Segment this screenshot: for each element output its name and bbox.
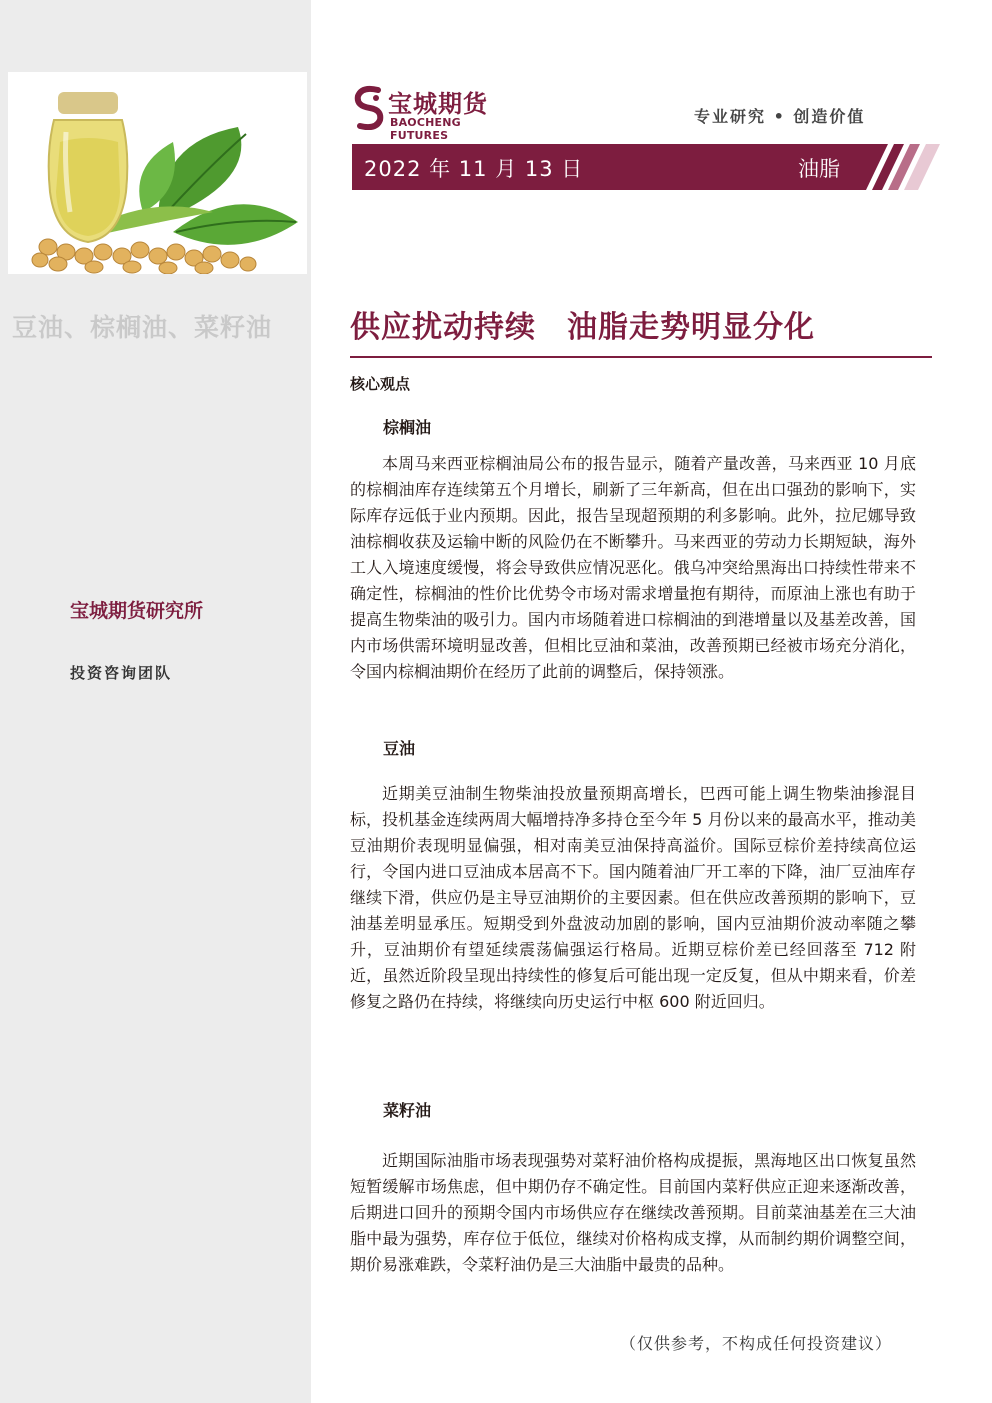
sidebar	[0, 0, 311, 1403]
section-body-palm-oil: 本周马来西亚棕榈油局公布的报告显示，随着产量改善，马来西亚 10 月底的棕榈油库存连续第五个月增长，刷新了三年新高，但在出口强劲的影响下，实际库存远低于业内预期。因此，报告呈现超预期的利多影响。此外，拉尼娜导致油棕榈收获及运输中断的风险仍在不断攀升。马来西亚的劳动力长期短缺，海外工人入境速度缓慢，将会导致供应情况恶化。俄乌冲突给黑海出口持续性带来不确定性，棕榈油的性价比优势令市场对需求增量抱有期待，而原油上涨也有助于提高生物柴油的吸引力。国内市场随着进口棕榈油的到港增量以及基差改善，国内市场供需环境明显改善，但相比豆油和菜油，改善预期已经被市场充分消化，令国内棕榈油期价在经历了此前的调整后，保持领涨。	[350, 454, 916, 681]
soybean-oil-illustration	[8, 72, 307, 274]
report-date: 2022 年 11 月 13 日	[364, 157, 584, 181]
section-body-soybean-oil: 近期美豆油制生物柴油投放量预期高增长，巴西可能上调生物柴油掺混目标，投机基金连续两周大幅增持净多持仓至今年 5 月份以来的最高水平，推动美豆油期价表现明显偏强，相对南美豆油保持高溢价。国际豆棕价差持续高位运行，令国内进口豆油成本居高不下。国内随着油厂开工率的下降，油厂豆油库存继续下滑，供应仍是主导豆油期价的主要因素。但在供应改善预期的影响下，豆油基差明显承压。短期受到外盘波动加剧的影响，国内豆油期价波动率随之攀升，豆油期价有望延续震荡偏强运行格局。近期豆棕价差已经回落至 712 附近，虽然近阶段呈现出持续性的修复后可能出现一定反复，但从中期来看，价差修复之路仍在持续，将继续向历史运行中枢 600 附近回归。	[350, 784, 916, 1011]
section-heading-soybean-oil: 豆油	[383, 739, 416, 758]
title-divider	[350, 356, 932, 358]
disclaimer: （仅供参考，不构成任何投资建议）	[620, 1334, 893, 1353]
company-slogan: 专业研究 • 创造价值	[694, 107, 866, 126]
report-title: 供应扰动持续 油脂走势明显分化	[350, 310, 815, 345]
section-heading-rapeseed-oil: 菜籽油	[383, 1101, 432, 1120]
logo-english-text: BAOCHENG FUTURES	[390, 116, 461, 142]
consulting-team-name: 投资咨询团队	[70, 664, 173, 682]
oil-jar-and-soybeans-image	[8, 72, 307, 274]
company-logo	[352, 82, 522, 142]
logo-chinese-text: 宝城期货	[388, 89, 488, 118]
product-tags: 豆油、棕榈油、菜籽油	[12, 313, 273, 342]
section-heading-palm-oil: 棕榈油	[383, 418, 432, 437]
date-banner	[352, 144, 940, 190]
logo-mark-icon	[352, 84, 386, 130]
report-category: 油脂	[798, 157, 840, 181]
research-institute-name: 宝城期货研究所	[70, 600, 204, 622]
section-body-rapeseed-oil: 近期国际油脂市场表现强势对菜籽油价格构成提振，黑海地区出口恢复虽然短暂缓解市场焦虑，但中期仍存不确定性。目前国内菜籽供应正迎来逐渐改善，后期进口回升的预期令国内市场供应存在继续改善预期。目前菜油基差在三大油脂中最为强势，库存位于低位，继续对价格构成支撑，从而制约期价调整空间，期价易涨难跌，令菜籽油仍是三大油脂中最贵的品种。	[350, 1151, 916, 1274]
core-viewpoint-label: 核心观点	[350, 375, 411, 393]
